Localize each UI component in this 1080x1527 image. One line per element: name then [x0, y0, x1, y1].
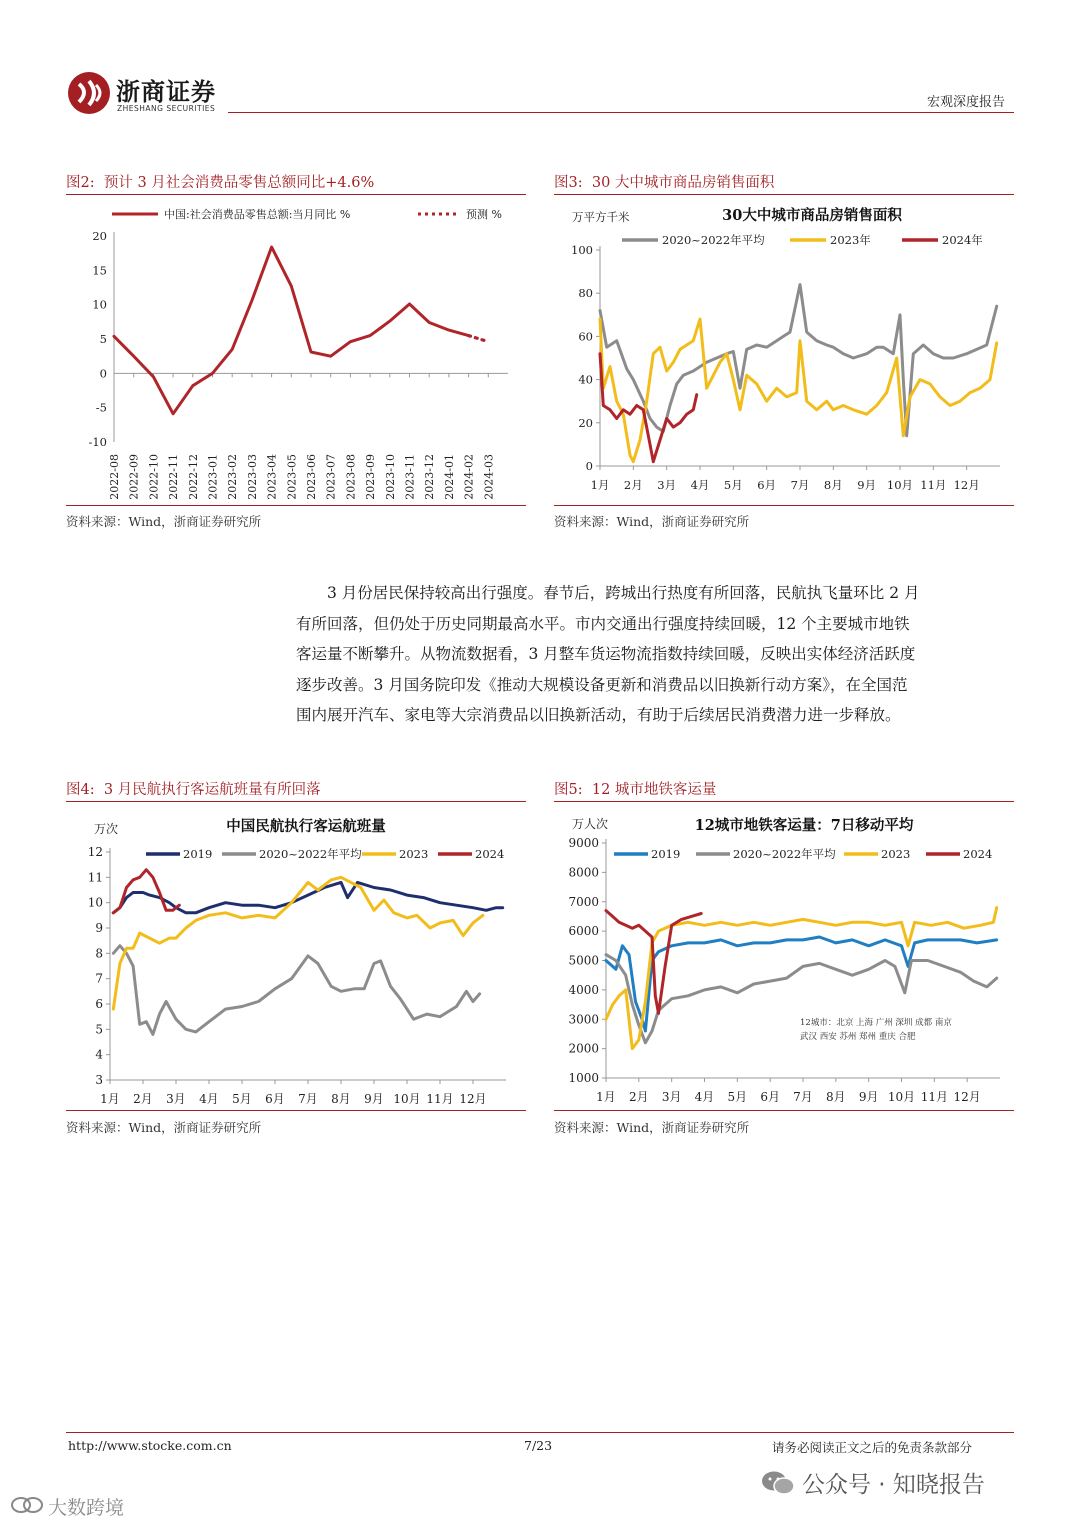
y-tick-label: 8000: [568, 865, 599, 880]
y-tick-label: 10: [87, 895, 103, 910]
x-tick-label: 12月: [953, 478, 980, 492]
x-tick-label: 2023-05: [285, 454, 299, 500]
legend-label: 2023: [881, 847, 911, 861]
x-tick-label: 2022-09: [127, 454, 141, 500]
paragraph-line: 3 月份居民保持较高出行强度。春节后，跨城出行热度有所回落，民航执飞量环比 2 月: [327, 584, 920, 602]
chart-annotation: 武汉 西安 苏州 郑州 重庆 合肥: [800, 1032, 916, 1042]
legend-label: 2020~2022年平均: [662, 233, 765, 247]
y-tick-label: 3: [95, 1073, 103, 1087]
figure-caption: 30 大中城市商品房销售面积: [591, 175, 775, 191]
y-tick-label: -10: [88, 435, 107, 449]
chart-title: 30大中城市商品房销售面积: [722, 207, 902, 224]
x-tick-label: 2022-10: [147, 454, 161, 500]
chart-unit: 万次: [94, 822, 119, 836]
y-tick-label: 10: [92, 297, 107, 312]
x-tick-label: 3月: [661, 1090, 682, 1104]
legend-label: 2020~2022年平均: [733, 847, 836, 861]
y-tick-label: 20: [92, 229, 107, 243]
x-tick-label: 2023-10: [383, 454, 397, 500]
page-number: 7/23: [524, 1438, 553, 1453]
metro-chart: [554, 803, 1014, 1110]
legend-label: 2020~2022年平均: [259, 847, 362, 861]
x-tick-label: 7月: [298, 1092, 318, 1106]
figure-label: 图5:: [554, 782, 583, 798]
header-rule: [228, 112, 1014, 113]
x-tick-label: 7月: [793, 1090, 813, 1104]
series-line: [600, 354, 697, 462]
x-tick-label: 4月: [690, 478, 710, 492]
x-tick-label: 9月: [858, 1090, 879, 1104]
footer-rule: [66, 1432, 1014, 1433]
x-tick-label: 6月: [757, 478, 777, 492]
x-tick-label: 2023-09: [364, 454, 378, 500]
report-type: 宏观深度报告: [927, 95, 1006, 110]
y-tick-label: 4000: [568, 982, 599, 997]
y-tick-label: 0: [585, 459, 593, 473]
x-tick-label: 2月: [623, 478, 643, 492]
x-tick-label: 2月: [133, 1092, 153, 1106]
figure-5-title: [554, 778, 716, 799]
x-tick-label: 2023-03: [245, 454, 259, 500]
chart-legend: [622, 233, 983, 247]
y-tick-label: 5000: [568, 953, 599, 968]
figure-caption: 12 城市地铁客运量: [591, 782, 717, 798]
figure-source: 资料来源：Wind，浙商证券研究所: [554, 1120, 750, 1135]
chart-annotation: 12城市：北京 上海 广州 深圳 成都 南京: [800, 1018, 952, 1028]
x-tick-label: 8月: [823, 478, 843, 492]
x-tick-label: 5月: [723, 478, 743, 492]
x-tick-label: 3月: [657, 478, 677, 492]
y-tick-label: 12: [87, 845, 103, 859]
legend-label: 预测 %: [466, 208, 502, 221]
paragraph-line: 客运量不断攀升。从物流数据看，3 月整车货运物流指数持续回暖，反映出实体经济活跃度: [296, 645, 916, 663]
y-tick-label: -5: [95, 400, 107, 415]
y-tick-label: 11: [87, 870, 103, 885]
figure-rule: [66, 505, 526, 506]
brand-name-en: ZHESHANG SECURITIES: [117, 104, 216, 113]
x-tick-label: 2023-11: [403, 454, 417, 500]
x-tick-label: 2023-04: [265, 454, 279, 500]
body-paragraph: [296, 578, 1016, 731]
x-tick-label: 11月: [920, 1090, 948, 1104]
y-tick-label: 20: [578, 415, 593, 430]
x-tick-label: 2023-06: [305, 454, 318, 500]
y-tick-label: 6000: [568, 924, 599, 939]
y-tick-label: 3000: [568, 1012, 599, 1027]
footer-url[interactable]: http://www.stocke.com.cn: [68, 1438, 232, 1453]
chart-title: 中国民航执行客运航班量: [226, 818, 386, 835]
brand-name: 浙商证券: [116, 78, 216, 106]
wechat-icon: [760, 1470, 796, 1496]
disclaimer-notice: 请务必阅读正文之后的免责条款部分: [772, 1440, 973, 1455]
figure-label: 图2:: [66, 175, 95, 191]
series-line: [469, 336, 489, 342]
x-tick-label: 2023-07: [324, 454, 338, 500]
figure-caption: 预计 3 月社会消费品零售总额同比+4.6%: [103, 175, 375, 191]
y-tick-label: 9000: [568, 836, 599, 850]
legend-label: 2024年: [942, 233, 983, 247]
chart-legend: [146, 847, 504, 861]
figure-rule: [554, 505, 1014, 506]
legend-label: 2019: [183, 847, 213, 861]
x-tick-label: 2023-08: [344, 454, 358, 500]
x-tick-label: 2022-08: [108, 454, 121, 500]
x-tick-label: 6月: [760, 1090, 780, 1104]
series-line: [113, 946, 479, 1035]
y-tick-label: 7: [95, 971, 103, 986]
x-tick-label: 1月: [596, 1090, 616, 1104]
chart-title: 12城市地铁客运量：7日移动平均: [694, 817, 914, 834]
x-tick-label: 10月: [886, 478, 914, 492]
x-tick-label: 9月: [364, 1092, 384, 1106]
y-tick-label: 80: [578, 286, 593, 301]
series-line: [606, 937, 997, 1031]
y-tick-label: 0: [99, 366, 107, 381]
y-tick-label: 1000: [568, 1071, 599, 1085]
chart-legend: [614, 847, 992, 861]
housing-sales-chart: [554, 196, 1014, 506]
series-line: [113, 870, 179, 913]
legend-label: 中国:社会消费品零售总额:当月同比 %: [164, 208, 351, 221]
x-tick-label: 3月: [166, 1092, 186, 1106]
x-tick-label: 2024-02: [462, 454, 476, 500]
series-line: [113, 882, 502, 912]
x-tick-label: 6月: [265, 1092, 285, 1106]
y-tick-label: 5: [95, 1022, 103, 1037]
y-tick-label: 60: [578, 329, 593, 344]
figure-rule: [66, 801, 526, 802]
x-tick-label: 1月: [100, 1092, 120, 1106]
watermark-right: 公众号 · 知晓报告: [802, 1472, 985, 1498]
figure-source: 资料来源：Wind，浙商证券研究所: [66, 1120, 262, 1135]
figure-caption: 3 月民航执行客运航班量有所回落: [103, 782, 321, 798]
paragraph-line: 围内展开汽车、家电等大宗消费品以旧换新活动，有助于后续居民消费潜力进一步释放。: [296, 706, 901, 724]
x-tick-label: 2023-02: [226, 454, 240, 500]
y-tick-label: 8: [95, 946, 103, 961]
figure-source: 资料来源：Wind，浙商证券研究所: [66, 514, 262, 529]
x-tick-label: 7月: [790, 478, 810, 492]
figure-rule: [66, 194, 526, 195]
x-tick-label: 11月: [426, 1092, 454, 1106]
zheshang-logo: [66, 70, 112, 116]
chart-unit: 万平方千米: [572, 210, 630, 224]
figure-2-title: [66, 171, 374, 192]
legend-label: 2024: [475, 847, 505, 861]
link-icon: [10, 1494, 44, 1516]
chart-legend: [112, 207, 502, 221]
x-tick-label: 2月: [629, 1090, 649, 1104]
x-tick-label: 2024-03: [482, 454, 496, 500]
watermark-left: 大数跨境: [48, 1497, 125, 1519]
y-tick-label: 9: [95, 921, 103, 935]
series-line: [114, 247, 469, 414]
x-tick-label: 2023-12: [423, 454, 437, 500]
x-tick-label: 5月: [232, 1092, 252, 1106]
x-tick-label: 1月: [590, 478, 610, 492]
x-tick-label: 8月: [331, 1092, 351, 1106]
x-tick-label: 10月: [887, 1090, 916, 1104]
x-tick-label: 11月: [920, 478, 947, 492]
x-tick-label: 12月: [459, 1092, 487, 1106]
y-tick-label: 7000: [568, 894, 599, 909]
y-tick-label: 4: [95, 1047, 103, 1062]
x-tick-label: 2023-01: [206, 454, 220, 500]
x-tick-label: 10月: [393, 1092, 421, 1106]
x-tick-label: 4月: [694, 1090, 715, 1104]
x-tick-label: 4月: [199, 1092, 219, 1106]
figure-rule: [554, 801, 1014, 802]
figure-rule: [66, 1110, 526, 1111]
legend-label: 2019: [651, 847, 681, 861]
retail-sales-chart: [66, 196, 526, 506]
x-tick-label: 12月: [953, 1090, 981, 1104]
y-tick-label: 5: [99, 332, 107, 346]
x-tick-label: 2024-01: [442, 454, 456, 500]
x-tick-label: 8月: [826, 1090, 846, 1104]
paragraph-line: 逐步改善。3 月国务院印发《推动大规模设备更新和消费品以旧换新行动方案》，在全国范: [296, 675, 908, 694]
y-tick-label: 6: [95, 997, 103, 1011]
x-tick-label: 2022-11: [167, 454, 181, 500]
y-tick-label: 2000: [568, 1041, 599, 1056]
series-line: [606, 911, 701, 1014]
chart-unit: 万人次: [572, 817, 609, 831]
y-tick-label: 40: [578, 372, 593, 387]
series-line: [113, 877, 483, 1009]
legend-label: 2024: [963, 847, 993, 861]
x-tick-label: 2022-12: [186, 454, 200, 500]
legend-label: 2023: [399, 847, 429, 861]
figure-label: 图4:: [66, 782, 95, 798]
figure-rule: [554, 194, 1014, 195]
figure-label: 图3:: [554, 175, 583, 191]
x-tick-label: 9月: [857, 478, 877, 492]
figure-4-title: [66, 778, 321, 799]
figure-3-title: [554, 171, 774, 192]
figure-source: 资料来源：Wind，浙商证券研究所: [554, 514, 750, 529]
legend-label: 2023年: [830, 233, 871, 247]
paragraph-line: 有所回落，但仍处于历史同期最高水平。市内交通出行强度持续回暖，12 个主要城市地铁: [296, 614, 910, 633]
figure-rule: [554, 1110, 1014, 1111]
y-tick-label: 100: [571, 243, 593, 257]
flights-chart: [66, 803, 526, 1110]
y-tick-label: 15: [92, 263, 107, 278]
x-tick-label: 5月: [727, 1090, 748, 1104]
